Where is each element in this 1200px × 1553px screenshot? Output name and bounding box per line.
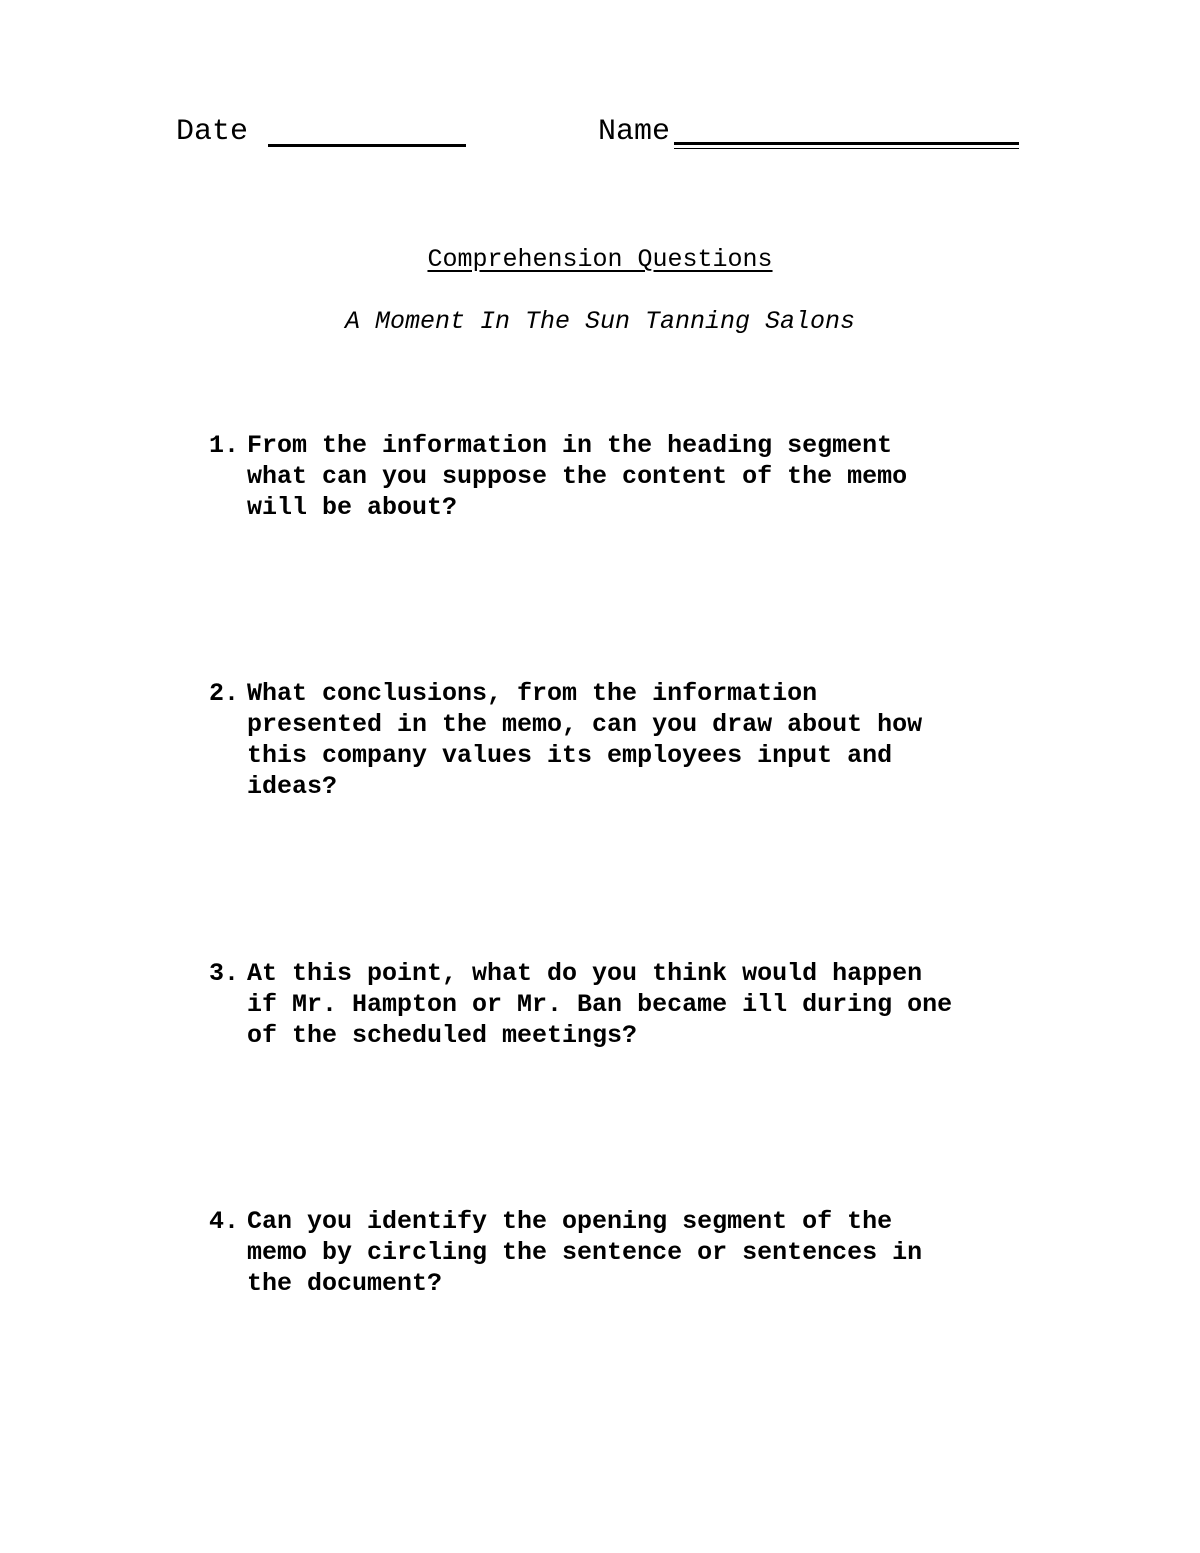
page-subtitle: A Moment In The Sun Tanning Salons (344, 307, 856, 336)
question-text: What conclusions, from the information presented in the memo, can you draw about how this company values its employees input and ideas? (247, 679, 923, 801)
page-title (0, 244, 1200, 276)
question-text: At this point, what do you think would happen if Mr. Hampton or Mr. Ban became ill during one of the scheduled meetings? (247, 959, 953, 1050)
question-number: 2. (209, 679, 240, 708)
name-label: Name (598, 115, 671, 149)
name-blank-line[interactable] (674, 142, 1019, 145)
question-text: From the information in the heading segment what can you suppose the content of the memo will be about? (247, 431, 908, 522)
question-number: 3. (209, 959, 240, 988)
question-number: 4. (209, 1207, 240, 1236)
header-row (176, 112, 1026, 156)
page-title-text: Comprehension Questions (427, 245, 773, 274)
question-number: 1. (209, 431, 240, 460)
date-label: Date (176, 115, 249, 149)
question-text: Can you identify the opening segment of the memo by circling the sentence or sentences in the document? (247, 1207, 923, 1298)
name-blank-underline (674, 148, 1019, 149)
date-blank-line[interactable] (268, 144, 466, 147)
